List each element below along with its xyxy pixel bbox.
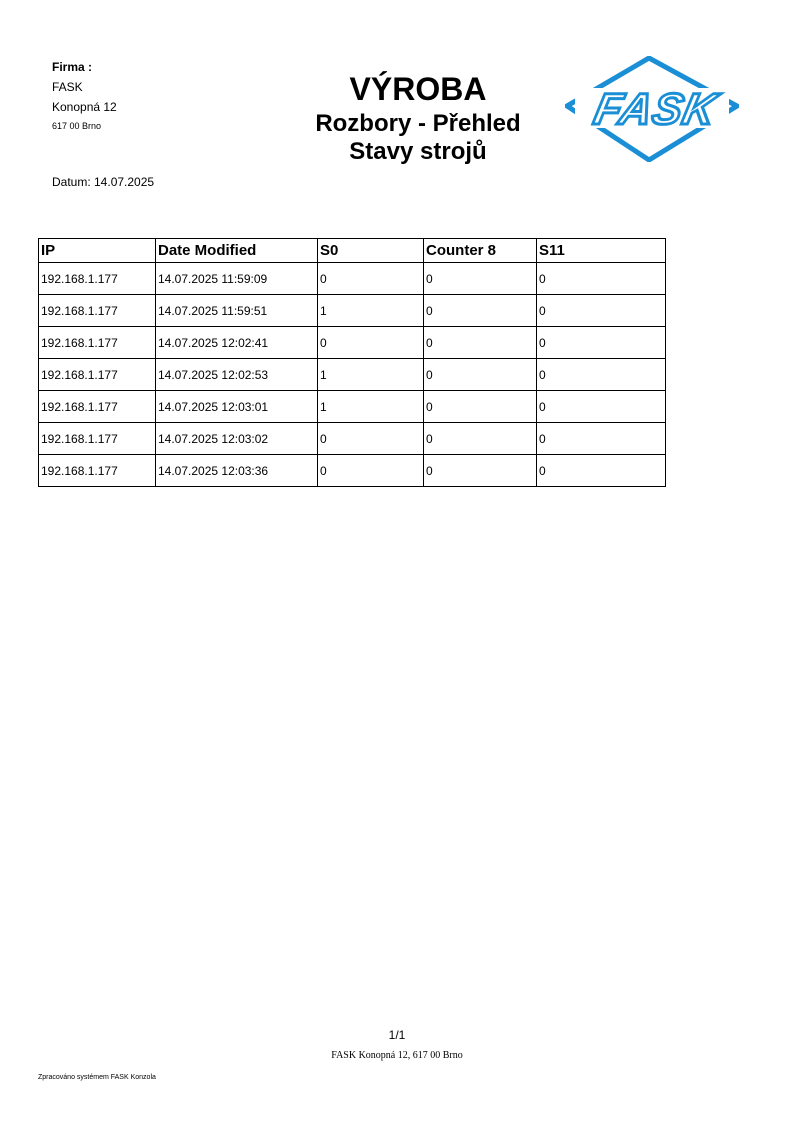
table-row <box>39 295 666 327</box>
table-cell: 192.168.1.177 <box>39 263 156 295</box>
report-date: Datum: 14.07.2025 <box>52 175 155 189</box>
processed-by: Zpracováno systémem FASK Konzola <box>38 1074 156 1081</box>
table-cell: 14.07.2025 12:03:01 <box>156 391 318 423</box>
table-cell: 0 <box>424 295 537 327</box>
table-header-row <box>39 239 666 263</box>
table-cell: 0 <box>537 423 666 455</box>
column-header: IP <box>39 239 156 263</box>
company-name: FASK <box>52 80 83 94</box>
table-cell: 14.07.2025 12:02:53 <box>156 359 318 391</box>
table-cell: 0 <box>424 327 537 359</box>
table-row <box>39 391 666 423</box>
table-cell: 192.168.1.177 <box>39 455 156 487</box>
table-cell: 0 <box>318 423 424 455</box>
table-row <box>39 455 666 487</box>
table-cell: 192.168.1.177 <box>39 295 156 327</box>
subtitle: Rozbory - Přehled <box>315 110 521 137</box>
table-cell: 1 <box>318 359 424 391</box>
table-cell: 14.07.2025 12:02:41 <box>156 327 318 359</box>
table-cell: 192.168.1.177 <box>39 359 156 391</box>
table-cell: 0 <box>424 359 537 391</box>
company-street: Konopná 12 <box>52 100 117 114</box>
company-city: 617 00 Brno <box>52 121 102 131</box>
table-cell: 0 <box>424 391 537 423</box>
company-label: Firma : <box>52 60 93 74</box>
table-cell: 192.168.1.177 <box>39 327 156 359</box>
table-cell: 1 <box>318 295 424 327</box>
fask-logo <box>565 56 739 162</box>
company-block <box>52 61 117 131</box>
table-cell: 0 <box>537 263 666 295</box>
title-block <box>278 68 558 166</box>
column-header: Counter 8 <box>424 239 537 263</box>
table-cell: 0 <box>537 327 666 359</box>
main-title: VÝROBA <box>349 71 487 107</box>
page-number: 1/1 <box>388 1028 406 1042</box>
table-cell: 192.168.1.177 <box>39 423 156 455</box>
table-cell: 14.07.2025 11:59:51 <box>156 295 318 327</box>
table-cell: 0 <box>318 327 424 359</box>
table-cell: 0 <box>424 455 537 487</box>
column-header: Date Modified <box>156 239 318 263</box>
table-row <box>39 263 666 295</box>
column-header: S11 <box>537 239 666 263</box>
table-cell: 0 <box>537 391 666 423</box>
table-cell: 0 <box>537 295 666 327</box>
table-cell: 14.07.2025 12:03:36 <box>156 455 318 487</box>
column-header: S0 <box>318 239 424 263</box>
table-cell: 0 <box>318 455 424 487</box>
subtitle-2: Stavy strojů <box>349 138 487 165</box>
logo-text: FASK <box>589 85 722 134</box>
table-body <box>39 263 666 487</box>
table-cell: 192.168.1.177 <box>39 391 156 423</box>
footer-address: FASK Konopná 12, 617 00 Brno <box>331 1050 463 1061</box>
data-table <box>38 238 666 487</box>
table-cell: 0 <box>537 455 666 487</box>
table-row <box>39 327 666 359</box>
table-cell: 14.07.2025 11:59:09 <box>156 263 318 295</box>
table-cell: 0 <box>318 263 424 295</box>
table-row <box>39 359 666 391</box>
table-cell: 14.07.2025 12:03:02 <box>156 423 318 455</box>
table-row <box>39 423 666 455</box>
table-cell: 0 <box>424 423 537 455</box>
table-cell: 1 <box>318 391 424 423</box>
table-cell: 0 <box>424 263 537 295</box>
table-cell: 0 <box>537 359 666 391</box>
